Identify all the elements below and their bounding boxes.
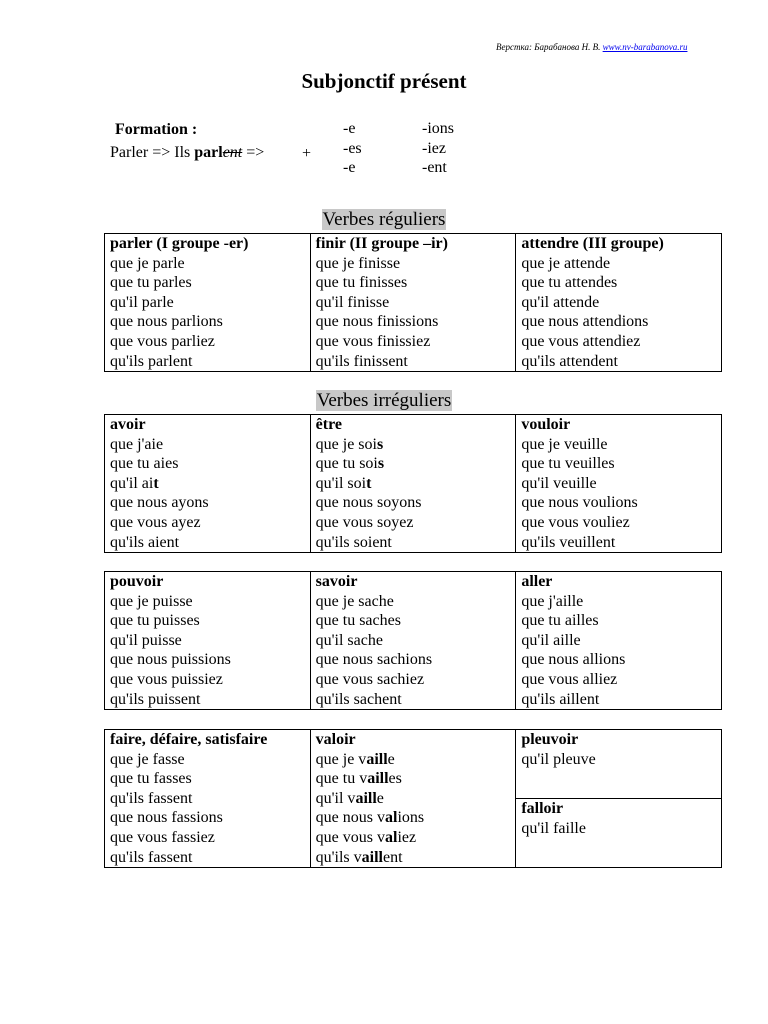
section-regular-title: Verbes réguliers [322,209,446,230]
conjugation-line: que je fasse [110,750,185,768]
endings-right [422,119,454,178]
conjugation-line [316,769,511,789]
conjugation-part: que tu veuilles [521,455,615,473]
conjugation-line [316,828,511,848]
verb-infinitive: aller [521,573,553,590]
formation-suffix: => [242,144,265,161]
conjugation-line: que nous puissions [110,651,231,669]
conjugation-line [110,474,305,494]
conjugation-part: ent [383,848,403,866]
conjugation-line [521,513,716,533]
conjugation-line: que tu parles [110,274,192,292]
conjugation-part: que tu v [315,770,368,788]
conjugation-line: que je attende [521,254,611,272]
conjugation-line [521,474,716,494]
conjugation-line [316,848,511,868]
formation-label: Formation : [115,121,198,138]
conjugation-line: qu'il attende [521,293,600,311]
conjugation-part: que j'aie [110,435,164,453]
conjugation-part: que tu aies [110,455,179,473]
verb-column [310,572,516,710]
irregular-verbs-table-2 [104,571,722,710]
verb-infinitive: pleuvoir [521,731,579,748]
conjugation-line: que nous attendions [521,313,649,331]
section-irregular-title: Verbes irréguliers [316,390,452,411]
conjugation-line: qu'ils attendent [521,352,618,370]
conjugation-line: que vous finissiez [315,332,431,350]
conjugation-part: que nous v [315,809,385,827]
verb-column-faire [105,730,311,868]
conjugation-part: que je veuille [521,435,608,453]
conjugation-line: qu'ils finissent [315,352,408,370]
conjugation-line: que vous alliez [521,670,618,688]
conjugation-line [521,435,716,455]
conjugation-line [521,533,716,553]
conjugation-part: que vous v [315,828,385,846]
ending: -e [343,159,356,176]
conjugation-part: que vous soyez [315,513,414,531]
conjugation-line [316,493,511,513]
verb-column-falloir [516,799,722,868]
conjugation-part: que vous vouliez [521,513,630,531]
conjugation-line: que nous parlions [110,313,223,331]
conjugation-highlight: s [377,455,385,473]
conjugation-part: iez [397,828,417,846]
conjugation-line: qu'ils sachent [315,690,402,708]
formation-stem: parl [194,144,223,161]
credit-link[interactable]: www.nv-barabanova.ru [602,42,688,52]
conjugation-line [110,435,305,455]
verb-infinitive: être [315,416,342,433]
conjugation-part: que vous ayez [110,513,201,531]
conjugation-part: que nous soyons [315,494,422,512]
conjugation-line: que nous fassions [110,809,223,827]
conjugation-highlight: s [376,435,384,453]
conjugation-line: que vous puissiez [110,670,223,688]
conjugation-part: que nous voulions [521,494,638,512]
conjugation-part: qu'il veuille [521,474,597,492]
conjugation-highlight: t [366,474,372,492]
verb-infinitive: avoir [110,416,146,433]
conjugation-line [316,750,511,770]
conjugation-line: qu'il pleuve [521,750,596,768]
endings-left [343,119,362,178]
credit-text: Верстка: Барабанова Н. В. [496,42,601,52]
conjugation-highlight: t [153,474,159,492]
ending: -es [343,139,362,157]
ending: -ent [422,159,447,176]
conjugation-line [110,454,305,474]
conjugation-part: qu'il ai [110,474,154,492]
verb-infinitive: finir (II groupe –ir) [315,235,448,252]
verb-column [105,572,311,710]
conjugation-line: qu'il puisse [110,631,182,649]
conjugation-part: e [387,750,395,768]
conjugation-part: qu'ils veuillent [521,533,616,551]
conjugation-line: que nous allions [521,651,626,669]
conjugation-line: qu'il faille [521,819,586,837]
formation-prefix: Parler => Ils [110,144,195,161]
verb-column [310,234,516,372]
conjugation-line: que vous fassiez [110,828,215,846]
conjugation-line [110,533,305,553]
verb-infinitive: falloir [521,800,564,818]
section-irregular [0,390,768,412]
conjugation-part: que je v [315,750,367,768]
conjugation-line [316,454,511,474]
conjugation-highlight: aill [366,750,388,768]
verb-infinitive: pouvoir [110,573,164,590]
formation-plus: + [302,145,312,162]
conjugation-part: qu'il v [315,789,356,807]
verb-infinitive: savoir [315,573,358,590]
conjugation-line [110,513,305,533]
formation-rule [110,144,264,162]
conjugation-line: qu'il aille [521,631,581,649]
conjugation-line: que tu ailles [521,612,599,630]
ending: -ions [422,120,454,137]
conjugation-highlight: aill [355,789,377,807]
conjugation-line: qu'ils aillent [521,690,600,708]
conjugation-part: que nous ayons [110,494,209,512]
conjugation-part: e [376,789,384,807]
verb-infinitive: faire, défaire, satisfaire [110,731,268,748]
regular-verbs-table [104,233,722,372]
conjugation-part: qu'ils aient [110,533,180,551]
formation-strike: ent [222,144,243,161]
conjugation-line: qu'il finisse [315,293,390,311]
conjugation-part: es [388,770,402,788]
conjugation-part: qu'il soi [315,474,367,492]
verb-column [105,415,311,553]
conjugation-line: qu'ils fassent [110,848,193,866]
verb-infinitive: attendre (III groupe) [521,235,664,252]
conjugation-line [316,533,511,553]
conjugation-line: que vous attendiez [521,332,641,350]
conjugation-line [316,474,511,494]
page-title: Subjonctif présent [301,69,467,93]
conjugation-highlight: aill [367,770,389,788]
verb-column [516,415,722,553]
verb-column [310,415,516,553]
conjugation-line: que j'aille [521,592,584,610]
conjugation-line: que vous parliez [110,332,215,350]
conjugation-part: ions [397,809,425,827]
conjugation-highlight: aill [361,848,383,866]
verb-column-pleuvoir [516,730,722,799]
verb-infinitive: vouloir [521,416,571,433]
conjugation-line: qu'ils parlent [110,352,193,370]
conjugation-line [316,808,511,828]
conjugation-line [316,435,511,455]
conjugation-line: que je sache [315,592,394,610]
conjugation-part: que je soi [315,435,377,453]
conjugation-line: que nous sachions [315,651,433,669]
verb-column [105,234,311,372]
section-regular [0,209,768,231]
verb-column [516,572,722,710]
conjugation-line: que tu saches [315,612,401,630]
conjugation-line: qu'ils fassent [110,789,193,807]
conjugation-highlight: al [384,809,398,827]
conjugation-highlight: al [384,828,398,846]
ending: -e [343,120,356,137]
conjugation-line: que tu attendes [521,274,618,292]
conjugation-line: que nous finissions [315,313,439,331]
credit-line [496,42,687,52]
conjugation-line [521,493,716,513]
conjugation-line: que tu finisses [315,274,408,292]
verb-column [516,234,722,372]
irregular-verbs-table-3 [104,729,722,868]
conjugation-line: que je puisse [110,592,193,610]
conjugation-line [110,493,305,513]
conjugation-line: que tu puisses [110,612,200,630]
irregular-verbs-table-1 [104,414,722,553]
conjugation-line: que je finisse [315,254,401,272]
conjugation-line: que vous sachiez [315,670,425,688]
conjugation-part: que tu soi [315,455,378,473]
conjugation-line: qu'il parle [110,293,174,311]
conjugation-line: que je parle [110,254,185,272]
verb-column-valoir [310,730,516,868]
conjugation-line [316,513,511,533]
conjugation-part: qu'ils soient [315,533,392,551]
ending: -iez [422,139,446,157]
conjugation-line: qu'il sache [315,631,383,649]
conjugation-part: qu'ils v [315,848,362,866]
verb-infinitive: parler (I groupe -er) [110,235,249,252]
conjugation-line [521,454,716,474]
verb-infinitive: valoir [315,731,356,748]
conjugation-line [316,789,511,809]
conjugation-line: qu'ils puissent [110,690,201,708]
conjugation-line: que tu fasses [110,770,192,788]
